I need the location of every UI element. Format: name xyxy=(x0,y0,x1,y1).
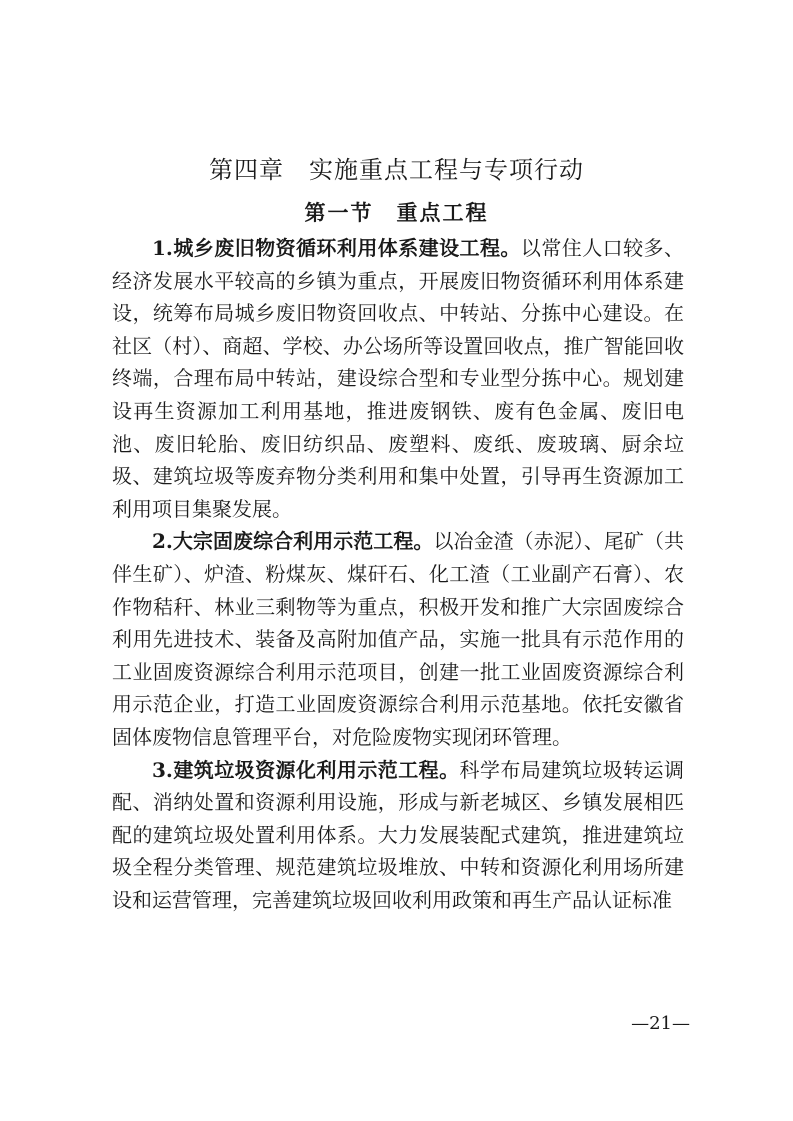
paragraph-3-heading: 3.建筑垃圾资源化利用示范工程。 xyxy=(152,757,460,782)
paragraph-1-heading: 1.城乡废旧物资循环利用体系建设工程。 xyxy=(152,236,521,260)
paragraph-2 xyxy=(112,525,684,753)
paragraph-1 xyxy=(112,232,684,525)
paragraph-3-text: 科学布局建筑垃圾转运调配、消纳处置和资源利用设施，形成与新老城区、乡镇发展相匹配的建筑垃圾处置利用体系。大力发展装配式建筑，推进建筑垃圾全程分类管理、规范建筑垃圾堆放、中转和资源化利用场所建设和运营管理，完善建筑垃圾回收利用政策和再生产品认证标准 xyxy=(112,757,684,912)
paragraph-1-text: 以常住人口较多、经济发展水平较高的乡镇为重点，开展废旧物资循环利用体系建设，统筹布局城乡废旧物资回收点、中转站、分拣中心建设。在社区（村）、商超、学校、办公场所等设置回收点，推广智能回收终端，合理布局中转站，建设综合型和专业型分拣中心。规划建设再生资源加工利用基地，推进废钢铁、废有色金属、废旧电池、废旧轮胎、废旧纺织品、废塑料、废纸、废玻璃、厨余垃圾、建筑垃圾等废弃物分类利用和集中处置，引导再生资源加工利用项目集聚发展。 xyxy=(112,236,685,521)
paragraph-2-heading: 2.大宗固废综合利用示范工程。 xyxy=(152,529,434,554)
body-text xyxy=(112,232,684,916)
page-number: —21— xyxy=(631,1013,690,1034)
section-title: 第一节 重点工程 xyxy=(304,201,489,225)
paragraph-3 xyxy=(112,754,684,917)
paragraph-2-text: 以冶金渣（赤泥）、尾矿（共伴生矿）、炉渣、粉煤灰、煤矸石、化工渣（工业副产石膏）、农作物秸秆、林业三剩物等为重点，积极开发和推广大宗固废综合利用先进技术、装备及高附加值产品，实施一批具有示范作用的工业固废资源综合利用示范项目，创建一批工业固废资源综合利用示范企业，打造工业固废资源综合利用示范基地。依托安徽省固体废物信息管理平台，对危险废物实现闭环管理。 xyxy=(112,529,684,749)
chapter-title: 第四章 实施重点工程与专项行动 xyxy=(209,156,584,184)
